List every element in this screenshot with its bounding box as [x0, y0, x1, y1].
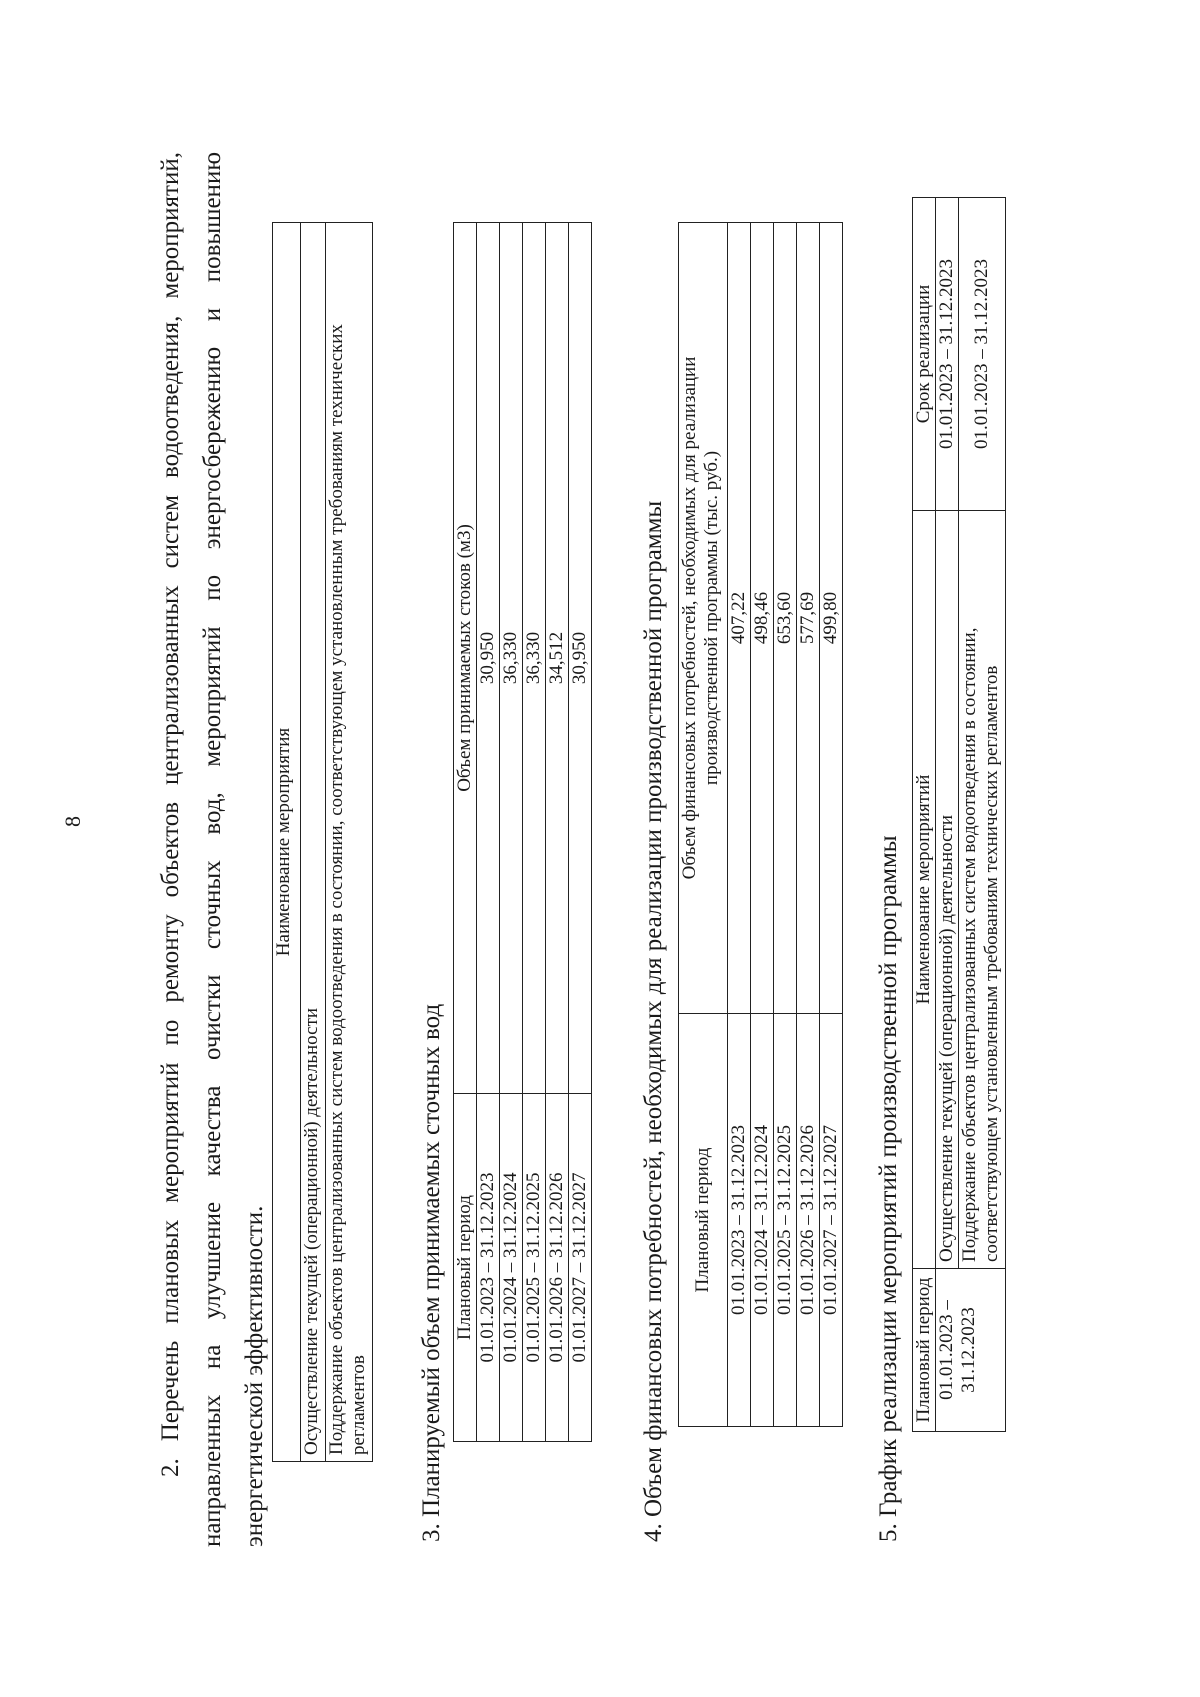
- section2-line2: направленных на улучшение качества очистки сточных вод, мероприятий по энергосбережению и повышению: [199, 152, 226, 1547]
- table-cell: 499,80: [820, 223, 843, 1014]
- table-cell: 36,330: [523, 223, 546, 1094]
- table-cell: 01.01.2023 – 31.12.2023: [728, 1014, 751, 1427]
- section5-title: 5. График реализации мероприятий производственной программы: [875, 835, 902, 1542]
- section4-table: [678, 222, 843, 1427]
- table-cell: 01.01.2023 – 31.12.2023: [477, 1094, 500, 1442]
- section2-heading: [150, 152, 276, 1547]
- table-cell: 01.01.2026 – 31.12.2026: [797, 1014, 820, 1427]
- section3-title: 3. Планируемый объем принимаемых сточных вод: [418, 1003, 445, 1542]
- header-cell: Плановый период: [679, 1014, 728, 1427]
- section3-table: [453, 222, 592, 1442]
- table-header-row: [273, 223, 301, 1462]
- table-row: [569, 223, 592, 1442]
- table-cell: 653,60: [774, 223, 797, 1014]
- table-cell: 01.01.2024 – 31.12.2024: [500, 1094, 523, 1442]
- section2-line3: энергетической эффективности.: [241, 1205, 268, 1547]
- section5-table: [912, 197, 1006, 1432]
- table-cell: 01.01.2027 – 31.12.2027: [569, 1094, 592, 1442]
- table-row: [797, 223, 820, 1427]
- table-cell: 407,22: [728, 223, 751, 1014]
- table-cell: 01.01.2026 – 31.12.2026: [546, 1094, 569, 1442]
- table-row: [326, 223, 373, 1462]
- table-row: [820, 223, 843, 1427]
- table-cell: 34,512: [546, 223, 569, 1094]
- table-row: [546, 223, 569, 1442]
- table-row: [728, 223, 751, 1427]
- table-cell: Осуществление текущей (операционной) деятельности: [936, 511, 959, 1269]
- section2-line1: 2. Перечень плановых мероприятий по ремонту объектов централизованных систем водоотведения, мероприятий,: [157, 152, 184, 1477]
- table-cell: 01.01.2025 – 31.12.2025: [523, 1094, 546, 1442]
- table-cell: 01.01.2024 – 31.12.2024: [751, 1014, 774, 1427]
- table-header-row: [913, 198, 936, 1432]
- table-row: [751, 223, 774, 1427]
- header-cell: Плановый период: [454, 1094, 477, 1442]
- page-number: 8: [60, 816, 85, 827]
- table-row: [523, 223, 546, 1442]
- header-cell: Плановый период: [913, 1269, 936, 1432]
- table-cell: Осуществление текущей (операционной) деятельности: [301, 223, 326, 1462]
- header-cell: Объем принимаемых стоков (м3): [454, 223, 477, 1094]
- table-cell: 30,950: [477, 223, 500, 1094]
- header-cell: Наименование мероприятия: [273, 223, 301, 1462]
- table-header-row: [454, 223, 477, 1442]
- section2-table: [272, 222, 373, 1462]
- table-cell: 01.01.2023 – 31.12.2023: [936, 198, 959, 511]
- section4-title: 4. Объем финансовых потребностей, необходимых для реализации производственной программы: [640, 500, 667, 1542]
- table-cell: Поддержание объектов централизованных систем водоотведения в состоянии, соответствующем установленным требованиям технических регламентов: [959, 511, 1006, 1269]
- table-cell: 30,950: [569, 223, 592, 1094]
- table-header-row: [679, 223, 728, 1427]
- table-row: [959, 198, 1006, 1432]
- table-row: [301, 223, 326, 1462]
- table-cell: 36,330: [500, 223, 523, 1094]
- table-cell: 01.01.2027 – 31.12.2027: [820, 1014, 843, 1427]
- table-cell: 577,69: [797, 223, 820, 1014]
- table-cell: 01.01.2023 – 31.12.2023: [959, 198, 1006, 511]
- header-cell: Срок реализации: [913, 198, 936, 511]
- header-cell: Наименование мероприятий: [913, 511, 936, 1269]
- table-row: [774, 223, 797, 1427]
- header-cell: Объем финансовых потребностей, необходимых для реализации производственной программы (тыс. руб.): [679, 223, 728, 1014]
- table-cell: Поддержание объектов централизованных систем водоотведения в состоянии, соответствующем установленным требованиям технических регламентов: [326, 223, 373, 1462]
- table-row: [477, 223, 500, 1442]
- table-cell: 01.01.2023 – 31.12.2023: [936, 1269, 1006, 1432]
- table-row: [500, 223, 523, 1442]
- table-cell: 498,46: [751, 223, 774, 1014]
- table-cell: 01.01.2025 – 31.12.2025: [774, 1014, 797, 1427]
- table-row: [936, 198, 959, 1432]
